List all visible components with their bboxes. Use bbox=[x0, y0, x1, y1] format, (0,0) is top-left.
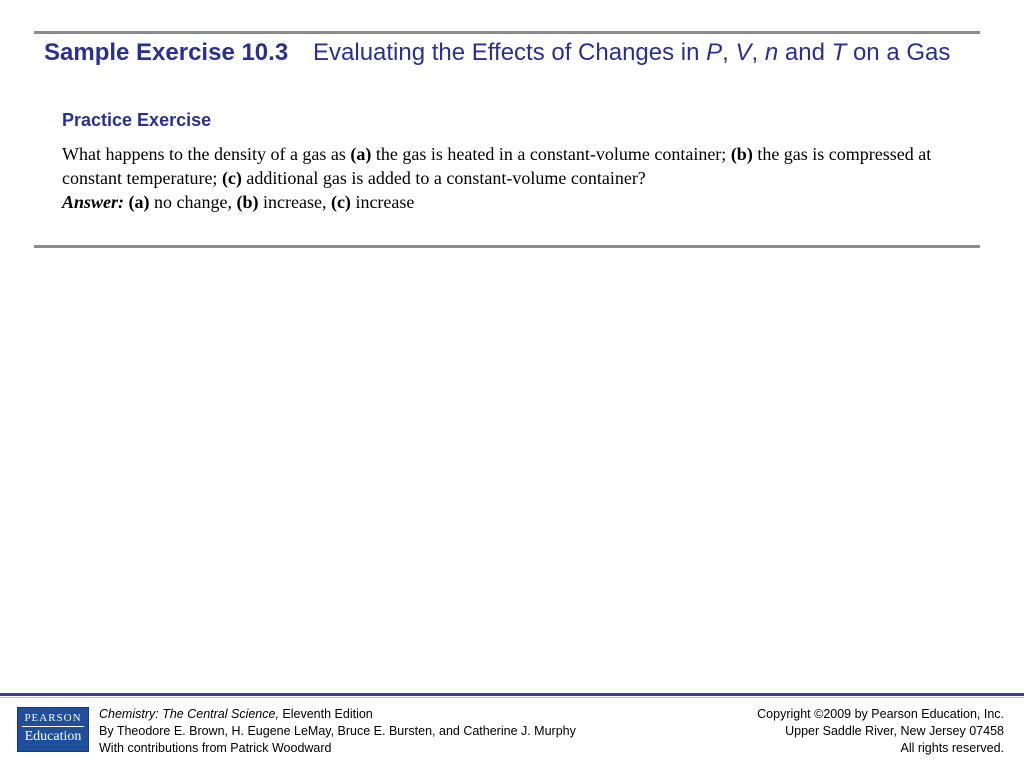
authors-line: By Theodore E. Brown, H. Eugene LeMay, Bruce E. Bursten, and Catherine J. Murphy bbox=[99, 724, 576, 738]
logo-line-2: Education bbox=[24, 729, 82, 744]
answer-label: Answer: bbox=[62, 192, 125, 212]
title-sep-2: , bbox=[751, 39, 765, 66]
practice-heading: Practice Exercise bbox=[62, 110, 212, 130]
answer-c: increase bbox=[350, 192, 415, 212]
answer-c-tag: (c) bbox=[330, 192, 351, 212]
answer-b: increase, bbox=[258, 192, 331, 212]
question-text bbox=[62, 142, 942, 190]
answer-a-tag: (a) bbox=[128, 192, 150, 212]
var-p: P bbox=[706, 39, 723, 66]
top-divider bbox=[34, 31, 980, 34]
footer-divider-light bbox=[0, 697, 1024, 698]
rights-line: All rights reserved. bbox=[900, 741, 1004, 755]
answer-a: no change, bbox=[149, 192, 237, 212]
footer-copyright bbox=[757, 706, 1004, 757]
book-line bbox=[99, 706, 576, 723]
var-n: n bbox=[764, 39, 779, 66]
var-t: T bbox=[831, 39, 847, 66]
exercise-title bbox=[313, 38, 953, 68]
address-line: Upper Saddle River, New Jersey 07458 bbox=[785, 724, 1004, 738]
contributions-line: With contributions from Patrick Woodward bbox=[99, 741, 332, 755]
footer-citation bbox=[99, 706, 576, 757]
part-c-text: additional gas is added to a constant-volume container? bbox=[241, 168, 646, 188]
title-and: and bbox=[778, 39, 832, 66]
part-a-text: the gas is heated in a constant-volume container; bbox=[371, 144, 731, 164]
var-v: V bbox=[735, 39, 752, 66]
title-sep-1: , bbox=[722, 39, 736, 66]
answer-b-tag: (b) bbox=[236, 192, 259, 212]
logo-line-1: PEARSON bbox=[22, 712, 84, 727]
copyright-line: Copyright ©2009 by Pearson Education, Inc. bbox=[757, 707, 1004, 721]
footer-divider bbox=[0, 693, 1024, 696]
title-text-pre: Evaluating the Effects of Changes in bbox=[313, 39, 707, 66]
book-edition: Eleventh Edition bbox=[278, 707, 373, 721]
part-c-tag: (c) bbox=[221, 168, 242, 188]
answer-text bbox=[62, 190, 942, 214]
pearson-logo bbox=[17, 707, 89, 752]
practice-body bbox=[62, 142, 942, 214]
part-a-tag: (a) bbox=[350, 144, 372, 164]
question-intro: What happens to the density of a gas as bbox=[62, 144, 351, 164]
part-b-text: the gas is compressed at constant temperature; bbox=[62, 144, 932, 188]
content-divider bbox=[34, 245, 980, 248]
title-text-post: on a Gas bbox=[846, 39, 951, 66]
exercise-label: Sample Exercise 10.3 bbox=[44, 39, 289, 66]
book-title: Chemistry: The Central Science, bbox=[99, 707, 279, 721]
part-b-tag: (b) bbox=[730, 144, 753, 164]
